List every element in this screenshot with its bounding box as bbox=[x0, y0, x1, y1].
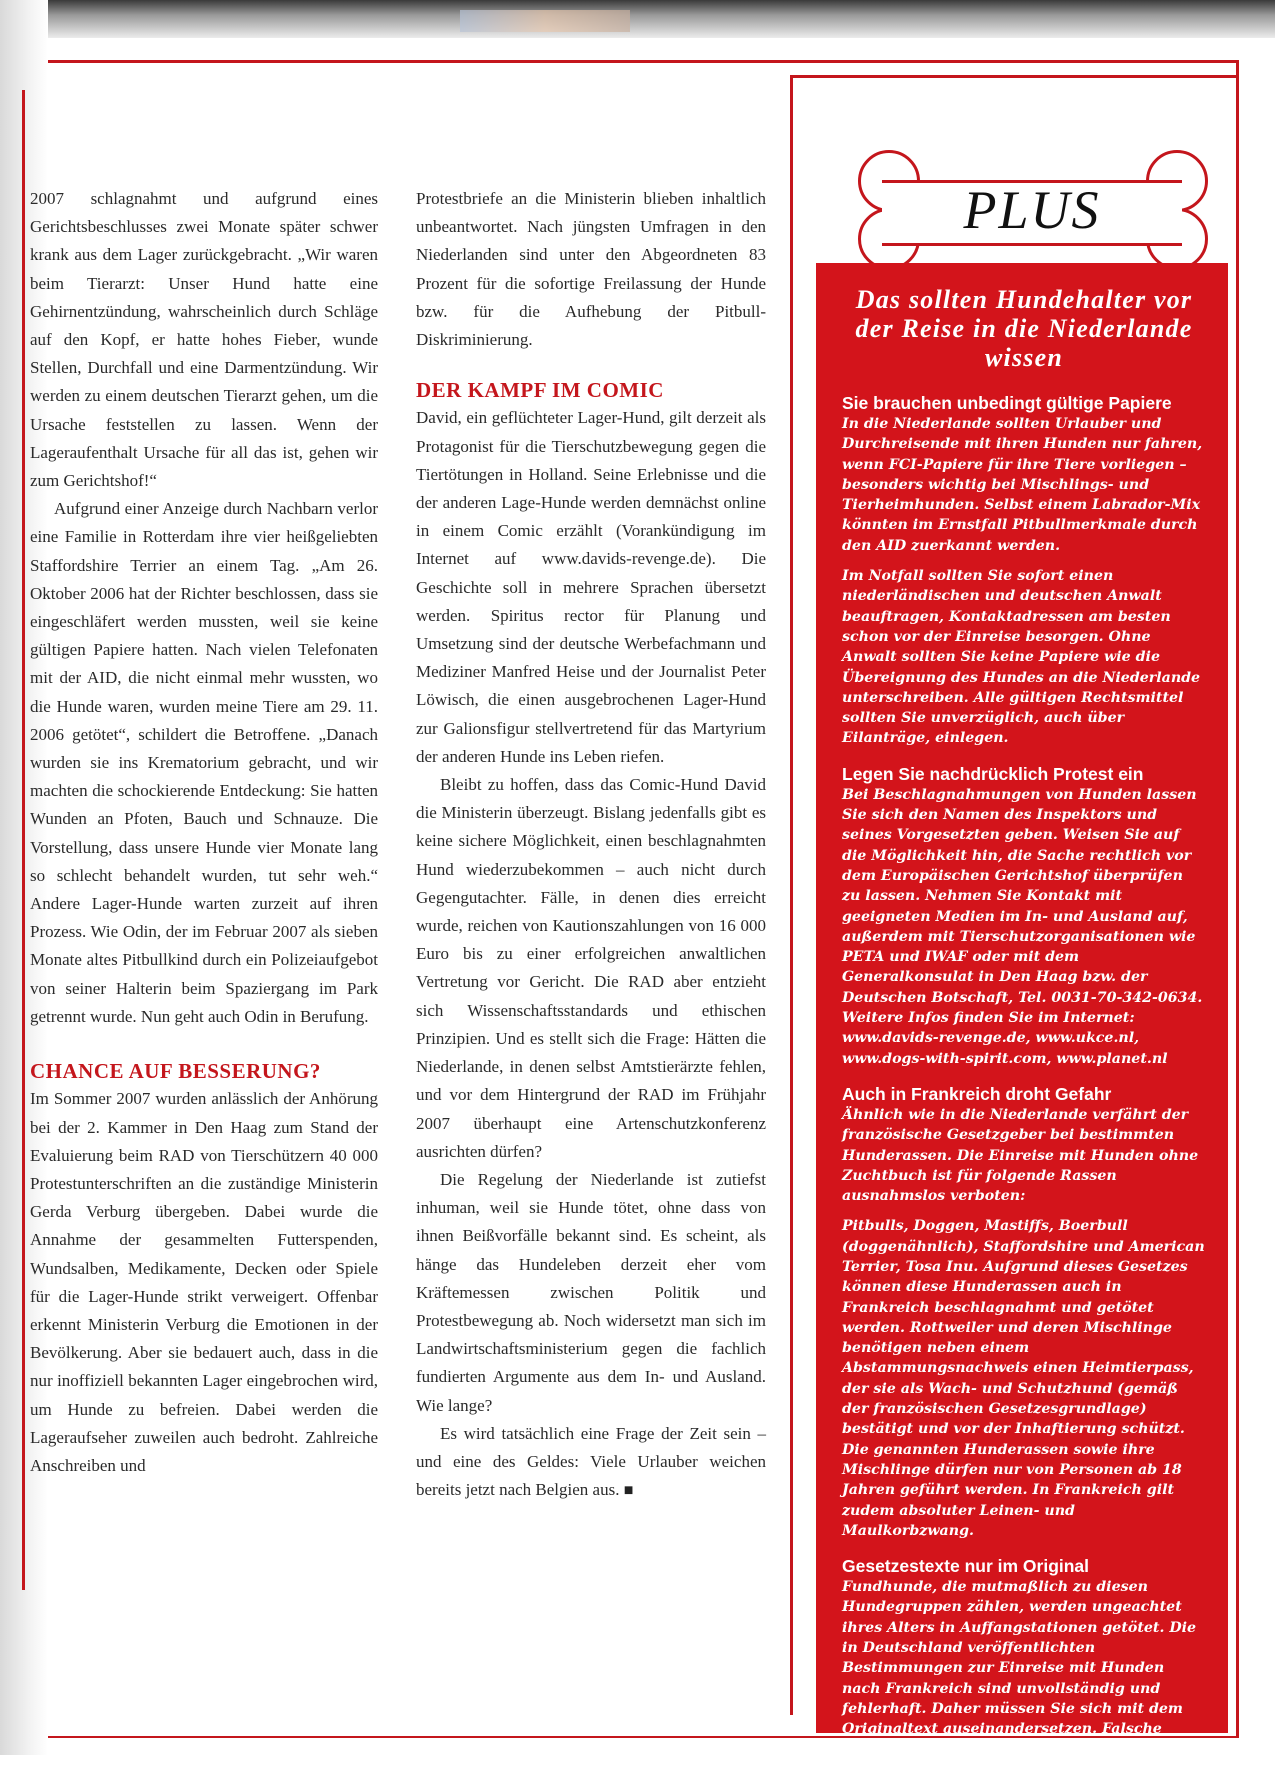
article-paragraph: 2007 schlagnahmt und aufgrund eines Gerichtsbeschlusses zwei Monate später schwer krank aus dem Lager zurückgebracht. „Wir waren beim Tierarzt: Unser Hund hatte eine Gehirnentzündung, wahrscheinlich durch Schläge auf den Kopf, er hatte hohes Fieber, wunde Stellen, Durchfall und eine Darmentzündung. Wir werden zu einem deutschen Tierarzt gehen, um die Ursache feststellen zu lassen. Wenn der Lageraufenthalt Ursache für all das ist, gehen wir zum Gerichtshof!“ bbox=[30, 189, 378, 491]
sidebar-section bbox=[842, 392, 1206, 749]
sidebar-section-heading: Sie brauchen unbedingt gültige Papiere bbox=[842, 393, 1172, 413]
sidebar-paragraph: In die Niederlande sollten Urlauber und Durchreisende mit ihren Hunden nur fahren, wenn FCI-Papiere für ihre Tiere vorliegen – besonders wichtig bei Mischlings- und Tierheimhunden. Selbst einem Labrador-Mix könnten im Ernstfall Pitbullmerkmale durch den AID zuerkannt werden. bbox=[842, 416, 1203, 554]
sidebar-paragraph: Pitbulls, Doggen, Mastiffs, Boerbull (doggenähnlich), Staffordshire und American Terrier, Tosa Inu. Aufgrund dieses Gesetzes können diese Hunderassen auch in Frankreich beschlagnahmt und getötet werden. Rottweiler und deren Mischlinge benötigen neben einem Abstammungsnachweis einen Heimtierpass, der sie als Wach- und Schutzhund (gemäß der französischen Gesetzesgrundlage) bestätigt und vor der Inhaftierung schützt. Die genannten Hunderassen sowie ihre Mischlinge dürfen nur von Personen ab 18 Jahren geführt werden. In Frankreich gilt zudem absoluter Leinen- und Maulkorbzwang. bbox=[842, 1218, 1205, 1539]
article-closing-text: Es wird tatsächlich eine Frage der Zeit sein – und eine des Geldes: Viele Urlauber weichen bereits jetzt nach Belgien aus. bbox=[416, 1423, 766, 1500]
sidebar-title: Das sollten Hundehalter vor der Reise in die Niederlande wissen bbox=[855, 285, 1193, 372]
article-paragraph: Protestbriefe an die Ministerin blieben inhaltlich unbeantwortet. Nach jüngsten Umfragen in den Niederlanden sind unter den Abgeordneten 83 Prozent für die sofortige Freilassung der Hunde bzw. für die Aufhebung der Pitbull-Diskriminierung. bbox=[416, 189, 766, 350]
sidebar-paragraph: Ähnlich wie in die Niederlande verfährt der französische Gesetzgeber bei bestimmten Hunderassen. Die Einreise mit Hunden ohne Zuchtbuch ist für folgende Rassen ausnahmslos verboten: bbox=[842, 1106, 1199, 1205]
sidebar-section bbox=[842, 1083, 1206, 1541]
section-headline-chance: CHANCE AUF BESSERUNG? bbox=[30, 1059, 321, 1084]
plus-tag: PLUS bbox=[963, 180, 1101, 240]
page-top-strip bbox=[0, 0, 1275, 38]
article-paragraph: Aufgrund einer Anzeige durch Nachbarn verlor eine Familie in Rotterdam ihre vier heißgeliebten Staffordshire Terrier an einem Tag. „Am 26. Oktober 2006 hat der Richter beschlossen, dass sie eingeschläfert werden mussten, weil sie keine gültigen Papiere hatten. Nach vielen Telefonaten mit der AID, die nicht einmal mehr wussten, wo die Hunde waren, wurden meine Tiere am 29. 11. 2006 getötet“, schildert die Betroffene. „Danach wurden sie ins Krematorium gebracht, und wir machten die schockierende Entdeckung: Sie hatten Wunden an Pfoten, Bauch und Schnauze. Die Vorstellung, dass unsere Hunde vier Monate lang so schlecht behandelt wurden, tut sehr weh.“ Andere Lager-Hunde warten zurzeit auf ihren Prozess. Wie Odin, der im Februar 2007 als sieben Monate altes Pitbullkind durch ein Polizeiaufgebot von seiner Halterin beim Spaziergang im Park getrennt wurde. Nun geht auch Odin in Berufung. bbox=[30, 499, 378, 1026]
sidebar-paragraph: Im Notfall sollten Sie sofort einen niederländischen und deutschen Anwalt beauftragen, Kontaktadressen am besten schon vor der Einreise besorgen. Ohne Anwalt sollten Sie keine Papiere wie die Übereignung des Hundes an die Niederlande unterschreiben. Alle gültigen Rechtsmittel sollten Sie unverzüglich, auch über Eilanträge, einlegen. bbox=[842, 568, 1201, 747]
frame-top-rule bbox=[48, 60, 1236, 63]
article-paragraph: Bleibt zu hoffen, dass das Comic-Hund David die Ministerin überzeugt. Bislang jedenfalls gibt es keine sichere Möglichkeit, einen beschlagnahmten Hund wiederzubekommen – auch nicht durch Gegengutachter. Fälle, in denen dies erreicht wurde, reichen von Kautionszahlungen von 16 000 Euro bis zu einer erfolgreichen anwaltlichen Vertretung vor Gericht. Die RAD aber entzieht sich Wissenschaftsstandards und ethischen Prinzipien. Und es stellt sich die Frage: Hätten die Niederlande, in denen selbst Amtstierärzte fehlen, und vor dem Hintergrund der RAD im Frühjahr 2007 überhaupt eine Artenschutzkonferenz ausrichten dürfen? bbox=[416, 775, 766, 1161]
article-paragraph bbox=[416, 1420, 766, 1506]
section-headline-comic: DER KAMPF IM COMIC bbox=[416, 378, 664, 403]
end-mark-icon: ■ bbox=[623, 1482, 634, 1500]
frame-left-rule bbox=[22, 90, 25, 1590]
sidebar-paragraph: Fundhunde, die mutmaßlich zu diesen Hundegruppen zählen, werden ungeachtet ihres Alters in Auffangstationen getötet. Die in Deutschland veröffentlichten Bestimmungen zur Einreise mit Hunden nach Frankreich sind unvollständig und fehlerhaft. Daher müssen Sie sich mit dem Originaltext auseinandersetzen. Falsche Einreiseinformationen können für Ihren Hund tödlich sein! bbox=[842, 1579, 1197, 1778]
info-sidebar bbox=[816, 263, 1228, 1778]
article-paragraph: Im Sommer 2007 wurden anlässlich der Anhörung bei der 2. Kammer in Den Haag zum Stand der Evaluierung beim RAD von Tierschützern 40 000 Protestunterschriften an die zuständige Ministerin Gerda Verburg übergeben. Dabei wurde die Annahme der gesammelten Futterspenden, Wundsalben, Medikamente, Decken oder Spiele für die Lager-Hunde strikt verweigert. Offenbar erkennt Ministerin Verburg die Emotionen in der Bevölkerung. Aber sie bedauert auch, dass in die nur inoffiziell bekannten Lager eingebrochen wird, um Hunde zu befreien. Dabei werden die Lageraufseher zuweilen auch bedroht. Zahlreiche Anschreiben und bbox=[30, 1089, 378, 1475]
sidebar-section bbox=[842, 1555, 1206, 1780]
sidebar-section bbox=[842, 763, 1206, 1069]
sidebar-section-heading: Auch in Frankreich droht Gefahr bbox=[842, 1083, 1112, 1104]
article-column-1 bbox=[30, 185, 378, 1480]
article-paragraph: Die Regelung der Niederlande ist zutiefst inhuman, weil sie Hunde tötet, ohne dass von ihnen Beißvorfälle bekannt sind. Es scheint, als hänge das Hundeleben derzeit eher vom Kräftemessen zwischen Politik und Protestbewegung ab. Noch widersetzt man sich im Landwirtschaftsministerium gegen die fachlich fundierten Argumente aus dem In- und Ausland. Wie lange? bbox=[416, 1169, 766, 1415]
sidebar-paragraph: Bei Beschlagnahmungen von Hunden lassen Sie sich den Namen des Inspektors und seines Vorgesetzten geben. Weisen Sie auf die Möglichkeit hin, die Sache rechtlich vor dem Europäischen Gerichtshof überprüfen zu lassen. Nehmen Sie Kontakt mit geeigneten Medien im In- und Ausland auf, außerdem mit Tierschutzorganisationen wie PETA und IWAF oder mit dem Generalkonsulat in Den Haag bzw. der Deutschen Botschaft, Tel. 0031-70-342-0634. Weitere Infos finden Sie im Internet: www.davids-revenge.de, www.ukce.nl, www.dogs-with-spirit.com, www.planet.nl bbox=[842, 786, 1203, 1067]
sidebar-section-heading: Gesetzestexte nur im Original bbox=[842, 1556, 1090, 1577]
article-paragraph: David, ein geflüchteter Lager-Hund, gilt derzeit als Protagonist für die Tierschutzbewegung gegen die Tiertötungen in Holland. Seine Erlebnisse und die der anderen Lage-Hunde werden demnächst online in einem Comic erzählt (Vorankündigung im Internet auf www.davids-revenge.de). Die Geschichte soll in mehrere Sprachen übersetzt werden. Spiritus rector für Planung und Umsetzung sind der deutsche Werbefachmann und Mediziner Manfred Heise und der Journalist Peter Löwisch, die einen ausgebrochenen Lager-Hund zur Galionsfigur stellvertretend für das Martyrium der anderen Hunde ins Leben riefen. bbox=[416, 408, 766, 766]
sidebar-section-heading: Legen Sie nachdrücklich Protest ein bbox=[842, 763, 1144, 784]
article-column-2 bbox=[416, 185, 766, 1505]
